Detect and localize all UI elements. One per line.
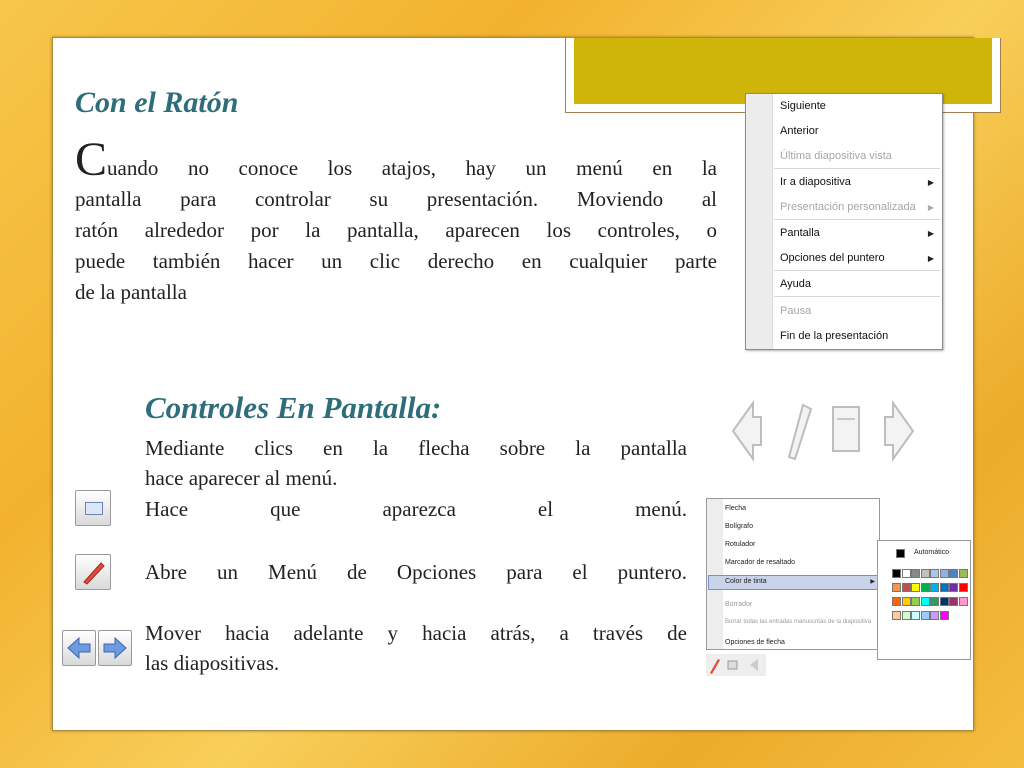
back-arrow-icon <box>733 403 761 459</box>
title-controles-en-pantalla: Controles En Pantalla: <box>145 390 442 425</box>
color-swatch[interactable] <box>911 569 920 578</box>
menu-icon <box>833 407 859 451</box>
context-menu <box>745 93 943 350</box>
ink-color-palette <box>877 540 971 660</box>
palette-automatico-label: Automático <box>914 549 950 556</box>
onscreen-controls-illustration <box>725 397 920 465</box>
color-swatch[interactable] <box>949 597 958 606</box>
pen-button[interactable] <box>75 554 111 590</box>
color-swatch[interactable] <box>892 597 901 606</box>
controls-text-nav-line2: las diapositivas. <box>145 651 280 675</box>
color-swatch[interactable] <box>930 569 939 578</box>
color-swatch[interactable] <box>911 611 920 620</box>
pointer-item-color-tinta[interactable]: Color de tinta <box>725 578 767 585</box>
menu-item-presentacion-personalizada: Presentación personalizada <box>780 201 916 213</box>
submenu-arrow-icon: ▶ <box>927 229 934 238</box>
pointer-menu-toolbar <box>706 654 766 676</box>
controls-text-menu: Hace que aparezca el menú. <box>145 497 687 521</box>
submenu-arrow-icon: ▶ <box>927 178 934 187</box>
menu-button[interactable] <box>75 490 111 526</box>
controls-text-pointer: Abre un Menú de Opciones para el puntero. <box>145 560 687 584</box>
color-swatch[interactable] <box>959 569 968 578</box>
pointer-item-rotulador[interactable]: Rotulador <box>725 541 756 548</box>
color-swatch[interactable] <box>949 569 958 578</box>
previous-slide-button[interactable] <box>62 630 96 666</box>
color-swatch[interactable] <box>959 583 968 592</box>
controls-text-line1: Mediante clics en la flecha sobre la pantalla <box>145 436 687 460</box>
color-swatch[interactable] <box>892 583 901 592</box>
menu-item-opciones-puntero[interactable]: Opciones del puntero <box>780 252 885 264</box>
pointer-options-menu <box>704 496 970 682</box>
color-swatch[interactable] <box>940 569 949 578</box>
pen-icon <box>789 405 811 459</box>
menu-item-pantalla[interactable]: Pantalla <box>780 227 820 239</box>
color-swatch[interactable] <box>940 583 949 592</box>
color-swatch[interactable] <box>949 583 958 592</box>
color-swatch[interactable] <box>902 583 911 592</box>
color-swatch[interactable] <box>930 597 939 606</box>
color-swatch[interactable] <box>911 583 920 592</box>
forward-arrow-icon <box>99 631 131 665</box>
color-swatch[interactable] <box>940 611 949 620</box>
menu-icon <box>85 502 103 515</box>
pointer-item-borrar-todas: Borrar todas las entradas manuscritas de la diapositiva <box>725 619 872 625</box>
color-swatch[interactable] <box>930 611 939 620</box>
submenu-arrow-icon: ▶ <box>870 579 875 585</box>
menu-item-ayuda[interactable]: Ayuda <box>780 278 811 290</box>
color-swatch[interactable] <box>940 597 949 606</box>
next-slide-button[interactable] <box>98 630 132 666</box>
color-swatch[interactable] <box>892 569 901 578</box>
drop-cap: C <box>75 133 108 186</box>
pointer-item-marcador[interactable]: Marcador de resaltado <box>725 559 796 566</box>
color-swatch[interactable] <box>911 597 920 606</box>
color-swatch[interactable] <box>902 569 911 578</box>
controls-text-nav-line1: Mover hacia adelante y hacia atrás, a través de <box>145 621 687 645</box>
menu-item-siguiente[interactable]: Siguiente <box>780 100 826 112</box>
title-con-el-raton: Con el Ratón <box>75 86 239 119</box>
pointer-item-opciones-flecha[interactable]: Opciones de flecha <box>725 639 785 646</box>
color-swatch[interactable] <box>930 583 939 592</box>
submenu-arrow-icon: ▶ <box>927 203 934 212</box>
forward-arrow-icon <box>885 403 913 459</box>
pointer-item-flecha[interactable]: Flecha <box>725 505 747 512</box>
pointer-item-boligrafo[interactable]: Bolígrafo <box>725 523 754 530</box>
color-swatch[interactable] <box>921 597 930 606</box>
color-swatch[interactable] <box>902 597 911 606</box>
menu-item-ultima-vista: Última diapositiva vista <box>780 150 892 162</box>
menu-item-anterior[interactable]: Anterior <box>780 125 819 137</box>
menu-item-pausa: Pausa <box>780 305 812 317</box>
color-swatch[interactable] <box>921 569 930 578</box>
color-swatch[interactable] <box>959 597 968 606</box>
menu-item-ir-a-diapositiva[interactable]: Ir a diapositiva <box>780 176 851 188</box>
intro-paragraph: Cuando no conoce los atajos, hay un menú en la pantalla para controlar su presentación. Moviendo al ratón alrededor por la pantalla, aparecen los controles, o puede también hacer un clic derecho en cualquier parte de la pantalla <box>75 133 717 304</box>
pen-icon <box>76 555 110 589</box>
color-swatch[interactable] <box>902 611 911 620</box>
color-swatch[interactable] <box>921 611 930 620</box>
back-arrow-icon <box>63 631 95 665</box>
color-swatch[interactable] <box>921 583 930 592</box>
pointer-item-borrador: Borrador <box>725 601 753 608</box>
controls-text-line2: hace aparecer al menú. <box>145 466 338 490</box>
menu-item-fin-presentacion[interactable]: Fin de la presentación <box>780 330 889 342</box>
submenu-arrow-icon: ▶ <box>927 254 934 263</box>
color-swatch[interactable] <box>892 611 901 620</box>
